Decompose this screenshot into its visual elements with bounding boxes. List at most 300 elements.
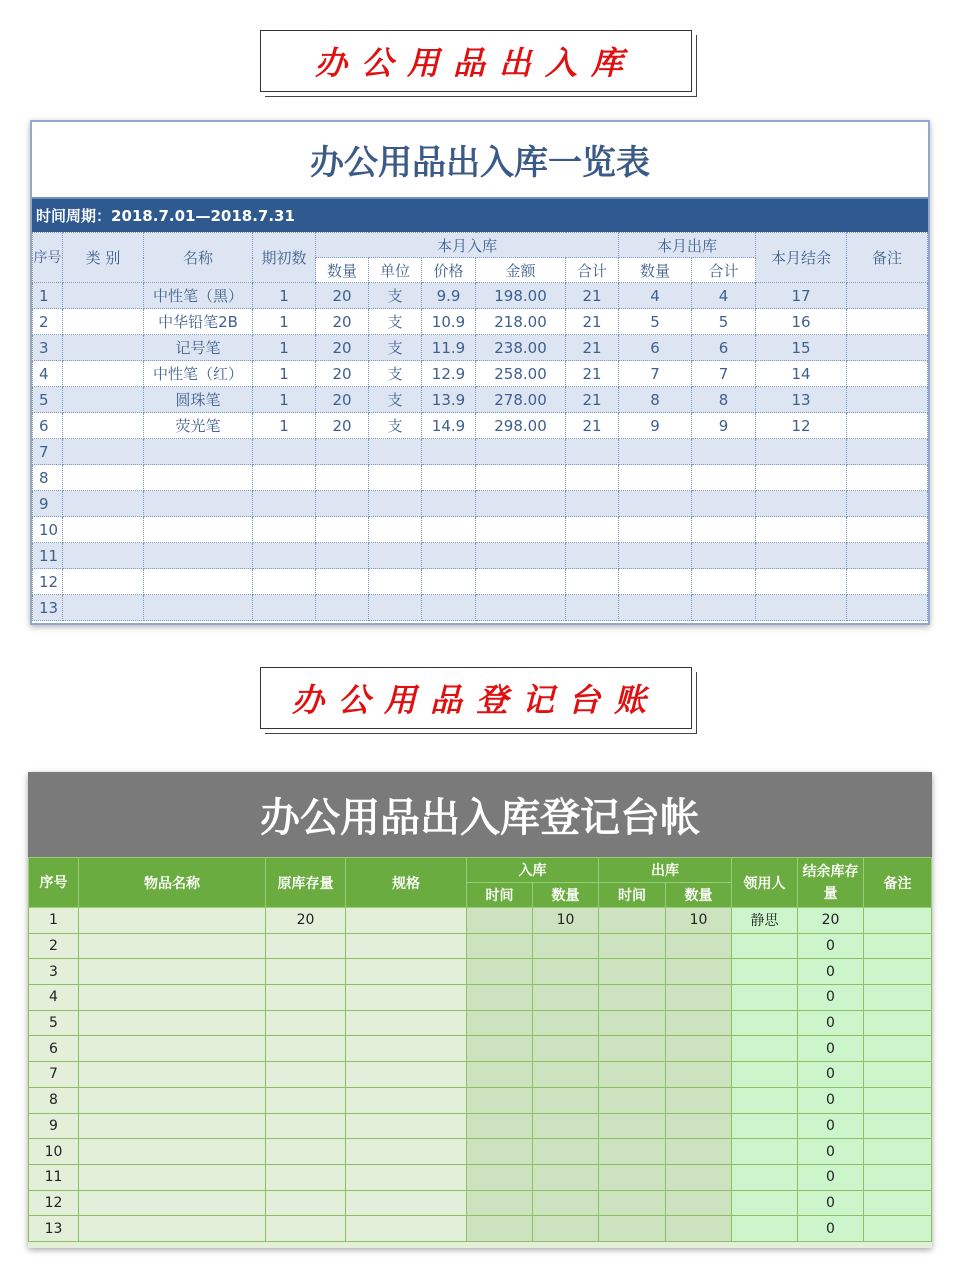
table-cell[interactable]: 21 <box>566 309 619 335</box>
table-cell[interactable] <box>732 1139 798 1165</box>
table-cell[interactable]: 20 <box>316 309 369 335</box>
table-cell[interactable] <box>619 465 692 491</box>
table-cell[interactable] <box>369 491 422 517</box>
table-cell[interactable]: 0 <box>798 1164 864 1190</box>
table-cell[interactable] <box>266 1113 346 1139</box>
table-cell[interactable] <box>619 491 692 517</box>
table-cell[interactable]: 5 <box>29 1010 79 1036</box>
table-cell[interactable] <box>533 1036 599 1062</box>
table-cell[interactable] <box>732 1113 798 1139</box>
table-cell[interactable] <box>253 569 316 595</box>
table-cell[interactable] <box>476 569 566 595</box>
table-cell[interactable]: 3 <box>33 335 63 361</box>
table-cell[interactable] <box>346 1010 467 1036</box>
table-cell[interactable] <box>467 1062 533 1088</box>
table-cell[interactable] <box>619 543 692 569</box>
table-cell[interactable] <box>864 1010 932 1036</box>
table-cell[interactable]: 21 <box>566 361 619 387</box>
table-cell[interactable] <box>63 309 144 335</box>
table-cell[interactable] <box>316 543 369 569</box>
table-cell[interactable] <box>864 1139 932 1165</box>
table-cell[interactable] <box>566 543 619 569</box>
table-cell[interactable] <box>63 361 144 387</box>
table-cell[interactable]: 0 <box>798 1190 864 1216</box>
table-cell[interactable]: 5 <box>692 309 756 335</box>
table-cell[interactable] <box>346 1113 467 1139</box>
table-cell[interactable] <box>599 1062 666 1088</box>
table-cell[interactable] <box>864 933 932 959</box>
table-cell[interactable] <box>79 1010 266 1036</box>
table-cell[interactable] <box>79 959 266 985</box>
table-cell[interactable] <box>467 933 533 959</box>
table-cell[interactable]: 218.00 <box>476 309 566 335</box>
table-cell[interactable] <box>476 595 566 621</box>
table-cell[interactable] <box>63 283 144 309</box>
table-cell[interactable] <box>253 465 316 491</box>
table-cell[interactable] <box>346 1036 467 1062</box>
table-cell[interactable] <box>266 1164 346 1190</box>
table-cell[interactable] <box>79 933 266 959</box>
table-cell[interactable]: 17 <box>756 283 847 309</box>
table-cell[interactable] <box>144 595 253 621</box>
table-cell[interactable]: 4 <box>692 283 756 309</box>
table-cell[interactable] <box>599 933 666 959</box>
table-cell[interactable]: 298.00 <box>476 413 566 439</box>
table-cell[interactable] <box>847 491 928 517</box>
table-cell[interactable] <box>692 543 756 569</box>
table-cell[interactable]: 0 <box>798 1062 864 1088</box>
table-cell[interactable] <box>566 569 619 595</box>
table-cell[interactable]: 20 <box>798 908 864 934</box>
table-cell[interactable]: 8 <box>692 387 756 413</box>
table-cell[interactable] <box>732 1036 798 1062</box>
table-cell[interactable]: 1 <box>253 387 316 413</box>
table-cell[interactable]: 1 <box>29 908 79 934</box>
table-cell[interactable]: 9.9 <box>422 283 476 309</box>
table-cell[interactable] <box>599 959 666 985</box>
table-cell[interactable] <box>144 491 253 517</box>
table-cell[interactable]: 20 <box>316 361 369 387</box>
table-cell[interactable] <box>253 543 316 569</box>
table-cell[interactable]: 16 <box>756 309 847 335</box>
table-cell[interactable] <box>692 517 756 543</box>
table-cell[interactable]: 12 <box>29 1190 79 1216</box>
table-cell[interactable] <box>63 517 144 543</box>
table-cell[interactable] <box>346 1190 467 1216</box>
table-cell[interactable]: 10 <box>533 908 599 934</box>
table-cell[interactable]: 中性笔（红） <box>144 361 253 387</box>
table-cell[interactable] <box>144 569 253 595</box>
table-cell[interactable] <box>467 1036 533 1062</box>
table-cell[interactable]: 15 <box>756 335 847 361</box>
table-cell[interactable] <box>756 569 847 595</box>
table-cell[interactable]: 8 <box>33 465 63 491</box>
table-cell[interactable] <box>864 1216 932 1242</box>
table-cell[interactable]: 10.9 <box>422 309 476 335</box>
table-cell[interactable]: 12 <box>756 413 847 439</box>
table-cell[interactable]: 2 <box>33 309 63 335</box>
table-cell[interactable] <box>63 439 144 465</box>
table-cell[interactable]: 支 <box>369 361 422 387</box>
table-cell[interactable]: 198.00 <box>476 283 566 309</box>
table-cell[interactable]: 9 <box>29 1113 79 1139</box>
table-cell[interactable] <box>756 517 847 543</box>
table-cell[interactable]: 20 <box>266 908 346 934</box>
table-cell[interactable] <box>369 517 422 543</box>
table-cell[interactable] <box>63 387 144 413</box>
table-cell[interactable] <box>732 1062 798 1088</box>
table-cell[interactable] <box>422 439 476 465</box>
table-cell[interactable]: 2 <box>29 933 79 959</box>
table-cell[interactable]: 278.00 <box>476 387 566 413</box>
table-cell[interactable]: 5 <box>33 387 63 413</box>
table-cell[interactable] <box>533 1113 599 1139</box>
table-cell[interactable] <box>533 1190 599 1216</box>
table-cell[interactable] <box>666 1216 732 1242</box>
table-cell[interactable] <box>599 1190 666 1216</box>
table-cell[interactable] <box>346 985 467 1011</box>
table-cell[interactable] <box>864 1036 932 1062</box>
table-cell[interactable] <box>619 569 692 595</box>
table-cell[interactable] <box>847 283 928 309</box>
table-cell[interactable] <box>79 1087 266 1113</box>
table-cell[interactable] <box>79 1113 266 1139</box>
table-cell[interactable]: 0 <box>798 1216 864 1242</box>
table-cell[interactable] <box>666 985 732 1011</box>
table-cell[interactable]: 8 <box>619 387 692 413</box>
table-cell[interactable]: 21 <box>566 387 619 413</box>
table-cell[interactable] <box>266 1010 346 1036</box>
table-cell[interactable] <box>864 985 932 1011</box>
table-cell[interactable]: 0 <box>798 933 864 959</box>
table-cell[interactable] <box>533 985 599 1011</box>
table-cell[interactable]: 12 <box>33 569 63 595</box>
table-cell[interactable] <box>732 1164 798 1190</box>
table-cell[interactable] <box>847 595 928 621</box>
table-cell[interactable]: 3 <box>29 959 79 985</box>
table-cell[interactable]: 1 <box>33 283 63 309</box>
table-cell[interactable]: 0 <box>798 1010 864 1036</box>
table-cell[interactable]: 11.9 <box>422 335 476 361</box>
table-cell[interactable] <box>566 439 619 465</box>
table-cell[interactable] <box>619 439 692 465</box>
table-cell[interactable] <box>533 1139 599 1165</box>
table-cell[interactable] <box>63 569 144 595</box>
table-cell[interactable] <box>619 595 692 621</box>
table-cell[interactable] <box>847 465 928 491</box>
table-cell[interactable] <box>316 465 369 491</box>
table-cell[interactable]: 10 <box>666 908 732 934</box>
table-cell[interactable] <box>316 439 369 465</box>
table-cell[interactable] <box>864 959 932 985</box>
table-cell[interactable]: 4 <box>33 361 63 387</box>
table-cell[interactable] <box>732 933 798 959</box>
table-cell[interactable]: 6 <box>692 335 756 361</box>
table-cell[interactable] <box>476 491 566 517</box>
table-cell[interactable] <box>422 491 476 517</box>
table-cell[interactable]: 13 <box>29 1216 79 1242</box>
table-cell[interactable] <box>847 335 928 361</box>
table-cell[interactable]: 中华铅笔2B <box>144 309 253 335</box>
table-cell[interactable] <box>847 517 928 543</box>
table-cell[interactable] <box>467 959 533 985</box>
table-cell[interactable] <box>533 1164 599 1190</box>
table-cell[interactable]: 5 <box>619 309 692 335</box>
table-cell[interactable]: 荧光笔 <box>144 413 253 439</box>
table-cell[interactable] <box>467 1010 533 1036</box>
table-cell[interactable]: 7 <box>33 439 63 465</box>
table-cell[interactable] <box>864 1164 932 1190</box>
table-cell[interactable] <box>847 361 928 387</box>
table-cell[interactable]: 9 <box>33 491 63 517</box>
table-cell[interactable] <box>476 439 566 465</box>
table-cell[interactable] <box>732 1190 798 1216</box>
table-cell[interactable] <box>316 595 369 621</box>
table-cell[interactable] <box>599 1036 666 1062</box>
table-cell[interactable]: 记号笔 <box>144 335 253 361</box>
table-cell[interactable] <box>756 543 847 569</box>
table-cell[interactable] <box>467 1190 533 1216</box>
table-cell[interactable] <box>732 1087 798 1113</box>
table-cell[interactable]: 1 <box>253 283 316 309</box>
table-cell[interactable] <box>732 959 798 985</box>
table-cell[interactable]: 6 <box>619 335 692 361</box>
table-cell[interactable] <box>316 569 369 595</box>
table-cell[interactable] <box>692 569 756 595</box>
table-cell[interactable] <box>599 908 666 934</box>
table-cell[interactable] <box>476 517 566 543</box>
table-cell[interactable] <box>79 1036 266 1062</box>
table-cell[interactable]: 4 <box>29 985 79 1011</box>
table-cell[interactable]: 9 <box>619 413 692 439</box>
table-cell[interactable] <box>533 1216 599 1242</box>
table-cell[interactable]: 20 <box>316 387 369 413</box>
table-cell[interactable] <box>266 1139 346 1165</box>
table-cell[interactable] <box>666 1139 732 1165</box>
table-cell[interactable] <box>266 933 346 959</box>
table-cell[interactable] <box>422 569 476 595</box>
table-cell[interactable] <box>79 1216 266 1242</box>
table-cell[interactable] <box>666 1190 732 1216</box>
table-cell[interactable]: 7 <box>29 1062 79 1088</box>
table-cell[interactable]: 支 <box>369 413 422 439</box>
table-cell[interactable] <box>864 1087 932 1113</box>
table-cell[interactable] <box>756 491 847 517</box>
table-cell[interactable] <box>666 1062 732 1088</box>
table-cell[interactable] <box>467 1139 533 1165</box>
table-cell[interactable] <box>847 543 928 569</box>
table-cell[interactable]: 7 <box>619 361 692 387</box>
table-cell[interactable] <box>63 543 144 569</box>
table-cell[interactable] <box>346 1216 467 1242</box>
table-cell[interactable] <box>316 517 369 543</box>
table-cell[interactable] <box>266 959 346 985</box>
table-cell[interactable]: 14 <box>756 361 847 387</box>
table-cell[interactable] <box>79 985 266 1011</box>
table-cell[interactable]: 238.00 <box>476 335 566 361</box>
table-cell[interactable] <box>864 908 932 934</box>
table-cell[interactable] <box>599 1010 666 1036</box>
table-cell[interactable] <box>847 439 928 465</box>
table-cell[interactable]: 1 <box>253 335 316 361</box>
table-cell[interactable] <box>476 465 566 491</box>
table-cell[interactable] <box>847 569 928 595</box>
table-cell[interactable]: 258.00 <box>476 361 566 387</box>
table-cell[interactable]: 14.9 <box>422 413 476 439</box>
table-cell[interactable] <box>63 491 144 517</box>
table-cell[interactable] <box>79 908 266 934</box>
table-cell[interactable] <box>566 465 619 491</box>
table-cell[interactable] <box>346 1164 467 1190</box>
table-cell[interactable] <box>666 1164 732 1190</box>
table-cell[interactable]: 13 <box>756 387 847 413</box>
table-cell[interactable] <box>533 1062 599 1088</box>
table-cell[interactable] <box>79 1164 266 1190</box>
table-cell[interactable] <box>732 1216 798 1242</box>
table-cell[interactable] <box>619 517 692 543</box>
table-cell[interactable] <box>144 439 253 465</box>
table-cell[interactable]: 10 <box>33 517 63 543</box>
table-cell[interactable] <box>847 309 928 335</box>
table-cell[interactable] <box>566 517 619 543</box>
table-cell[interactable] <box>369 569 422 595</box>
table-cell[interactable]: 支 <box>369 283 422 309</box>
table-cell[interactable]: 1 <box>253 309 316 335</box>
table-cell[interactable] <box>847 387 928 413</box>
table-cell[interactable] <box>346 1062 467 1088</box>
table-cell[interactable]: 11 <box>33 543 63 569</box>
table-cell[interactable]: 0 <box>798 1139 864 1165</box>
table-cell[interactable] <box>422 465 476 491</box>
table-cell[interactable] <box>253 439 316 465</box>
table-cell[interactable]: 13.9 <box>422 387 476 413</box>
table-cell[interactable] <box>467 908 533 934</box>
table-cell[interactable]: 支 <box>369 309 422 335</box>
table-cell[interactable] <box>346 1139 467 1165</box>
table-cell[interactable] <box>599 985 666 1011</box>
table-cell[interactable] <box>599 1113 666 1139</box>
table-cell[interactable]: 8 <box>29 1087 79 1113</box>
table-cell[interactable] <box>369 595 422 621</box>
table-cell[interactable] <box>864 1113 932 1139</box>
table-cell[interactable] <box>533 1087 599 1113</box>
table-cell[interactable] <box>566 595 619 621</box>
table-cell[interactable]: 圆珠笔 <box>144 387 253 413</box>
table-cell[interactable] <box>566 491 619 517</box>
table-cell[interactable]: 支 <box>369 387 422 413</box>
table-cell[interactable] <box>266 1216 346 1242</box>
table-cell[interactable] <box>756 465 847 491</box>
table-cell[interactable] <box>732 1010 798 1036</box>
table-cell[interactable]: 静思 <box>732 908 798 934</box>
table-cell[interactable] <box>266 1062 346 1088</box>
table-cell[interactable]: 12.9 <box>422 361 476 387</box>
table-cell[interactable]: 0 <box>798 959 864 985</box>
table-cell[interactable] <box>63 335 144 361</box>
table-cell[interactable]: 0 <box>798 1036 864 1062</box>
table-cell[interactable]: 10 <box>29 1139 79 1165</box>
table-cell[interactable] <box>144 543 253 569</box>
table-cell[interactable] <box>316 491 369 517</box>
table-cell[interactable]: 6 <box>29 1036 79 1062</box>
table-cell[interactable] <box>369 543 422 569</box>
table-cell[interactable] <box>692 491 756 517</box>
table-cell[interactable] <box>467 985 533 1011</box>
table-cell[interactable] <box>467 1216 533 1242</box>
table-cell[interactable]: 9 <box>692 413 756 439</box>
table-cell[interactable] <box>599 1139 666 1165</box>
table-cell[interactable] <box>144 465 253 491</box>
table-cell[interactable]: 13 <box>33 595 63 621</box>
table-cell[interactable] <box>346 1087 467 1113</box>
table-cell[interactable] <box>266 1087 346 1113</box>
table-cell[interactable] <box>666 959 732 985</box>
table-cell[interactable] <box>666 1113 732 1139</box>
table-cell[interactable]: 21 <box>566 283 619 309</box>
table-cell[interactable] <box>666 1036 732 1062</box>
table-cell[interactable] <box>692 439 756 465</box>
table-cell[interactable] <box>756 595 847 621</box>
table-cell[interactable] <box>63 465 144 491</box>
table-cell[interactable] <box>79 1062 266 1088</box>
table-cell[interactable]: 11 <box>29 1164 79 1190</box>
table-cell[interactable] <box>476 543 566 569</box>
table-cell[interactable] <box>864 1062 932 1088</box>
table-cell[interactable]: 4 <box>619 283 692 309</box>
table-cell[interactable] <box>666 1087 732 1113</box>
table-cell[interactable] <box>63 413 144 439</box>
table-cell[interactable] <box>599 1087 666 1113</box>
table-cell[interactable] <box>533 959 599 985</box>
table-cell[interactable] <box>756 439 847 465</box>
table-cell[interactable] <box>63 595 144 621</box>
table-cell[interactable] <box>692 595 756 621</box>
table-cell[interactable] <box>266 1190 346 1216</box>
table-cell[interactable] <box>79 1139 266 1165</box>
table-cell[interactable] <box>422 543 476 569</box>
table-cell[interactable] <box>79 1190 266 1216</box>
table-cell[interactable]: 0 <box>798 1087 864 1113</box>
table-cell[interactable]: 1 <box>253 413 316 439</box>
table-cell[interactable] <box>692 465 756 491</box>
table-cell[interactable] <box>422 517 476 543</box>
table-cell[interactable]: 6 <box>33 413 63 439</box>
table-cell[interactable] <box>599 1164 666 1190</box>
table-cell[interactable] <box>144 517 253 543</box>
table-cell[interactable] <box>533 1010 599 1036</box>
table-cell[interactable] <box>666 933 732 959</box>
table-cell[interactable] <box>369 465 422 491</box>
table-cell[interactable] <box>864 1190 932 1216</box>
table-cell[interactable]: 20 <box>316 283 369 309</box>
table-cell[interactable] <box>599 1216 666 1242</box>
table-cell[interactable] <box>467 1113 533 1139</box>
table-cell[interactable] <box>847 413 928 439</box>
table-cell[interactable] <box>467 1087 533 1113</box>
table-cell[interactable]: 0 <box>798 1113 864 1139</box>
table-cell[interactable] <box>346 933 467 959</box>
table-cell[interactable]: 7 <box>692 361 756 387</box>
table-cell[interactable] <box>732 985 798 1011</box>
table-cell[interactable]: 1 <box>253 361 316 387</box>
table-cell[interactable] <box>253 595 316 621</box>
table-cell[interactable] <box>346 959 467 985</box>
table-cell[interactable] <box>266 985 346 1011</box>
table-cell[interactable]: 21 <box>566 335 619 361</box>
table-cell[interactable] <box>422 595 476 621</box>
table-cell[interactable] <box>467 1164 533 1190</box>
table-cell[interactable]: 支 <box>369 335 422 361</box>
